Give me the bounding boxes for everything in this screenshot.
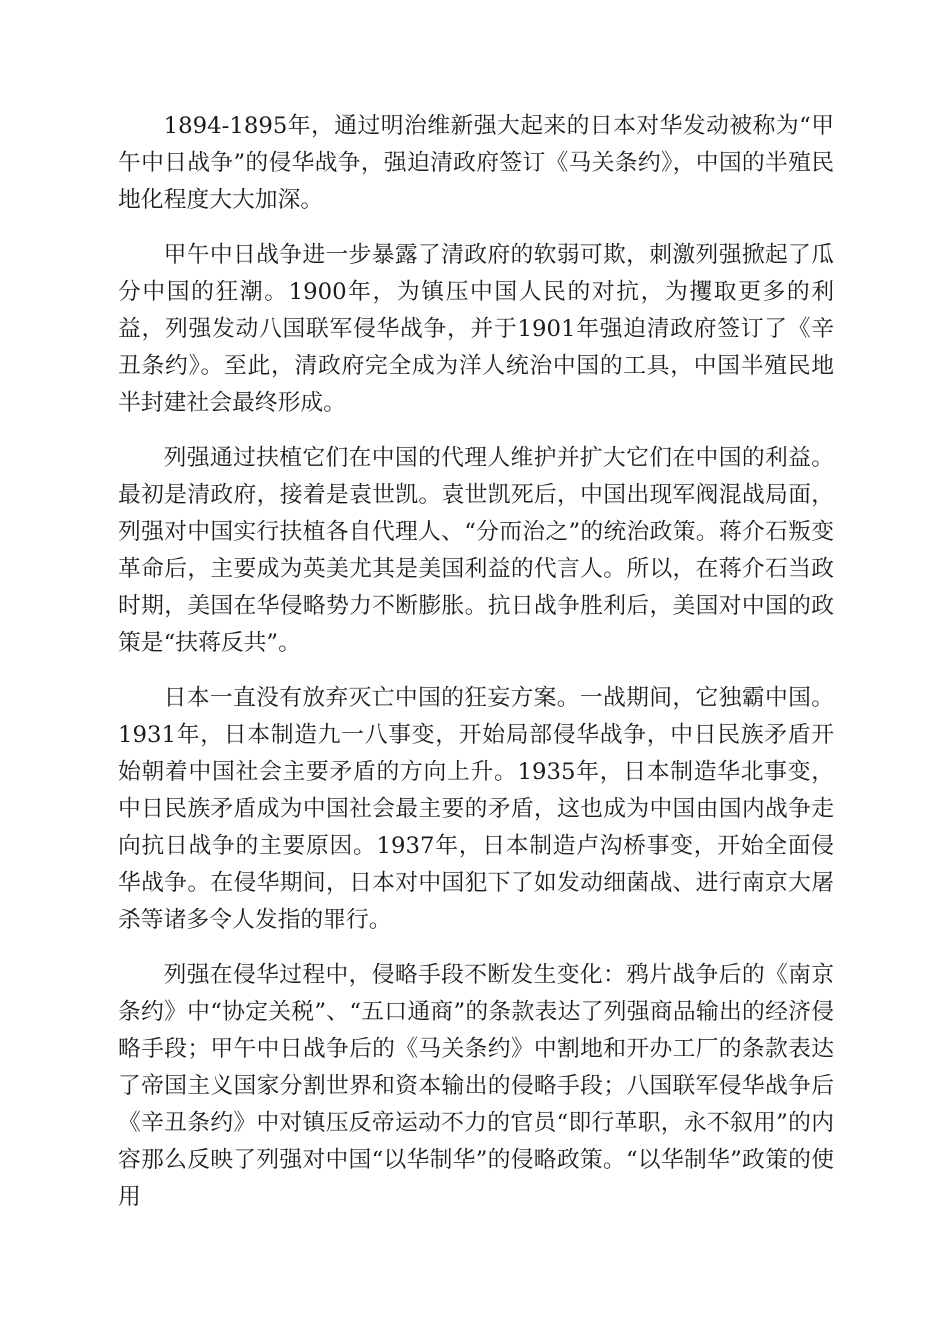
paragraph-2: 甲午中日战争进一步暴露了清政府的软弱可欺，刺激列强掀起了瓜分中国的狂潮。1900年，为镇压中国人民的对抗，为攫取更多的利益，列强发动八国联军侵华战争，并于1901年强迫清政府签订了《辛丑条约》。至此，清政府完全成为洋人统治中国的工具，中国半殖民地半封建社会最终形成。: [118, 242, 834, 416]
paragraph-1: 1894-1895年，通过明治维新强大起来的日本对华发动被称为“甲午中日战争”的侵华战争，强迫清政府签订《马关条约》，中国的半殖民地化程度大大加深。: [118, 113, 834, 213]
paragraph-4: 日本一直没有放弃灭亡中国的狂妄方案。一战期间，它独霸中国。1931年，日本制造九一八事变，开始局部侵华战争，中日民族矛盾开始朝着中国社会主要矛盾的方向上升。1935年，日本制造华北事变，中日民族矛盾成为中国社会最主要的矛盾，这也成为中国由国内战争走向抗日战争的主要原因。1937年，日本制造卢沟桥事变，开始全面侵华战争。在侵华期间，日本对中国犯下了如发动细菌战、进行南京大屠杀等诸多令人发指的罪行。: [118, 685, 834, 933]
paragraph-3: 列强通过扶植它们在中国的代理人维护并扩大它们在中国的利益。最初是清政府，接着是袁世凯。袁世凯死后，中国出现军阀混战局面，列强对中国实行扶植各自代理人、“分而治之”的统治政策。蒋介石叛变革命后，主要成为英美尤其是美国利益的代言人。所以，在蒋介石当政时期，美国在华侵略势力不断膨胀。抗日战争胜利后，美国对中国的政策是“扶蒋反共”。: [118, 445, 834, 656]
document-body: [118, 108, 834, 1234]
paragraph-5: 列强在侵华过程中，侵略手段不断发生变化：鸦片战争后的《南京条约》中“协定关税”、“五口通商”的条款表达了列强商品输出的经济侵略手段；甲午中日战争后的《马关条约》中割地和开办工厂的条款表达了帝国主义国家分割世界和资本输出的侵略手段；八国联军侵华战争后《辛丑条约》中对镇压反帝运动不力的官员“即行革职，永不叙用”的内容那么反映了列强对中国“以华制华”的侵略政策。“以华制华”政策的使用: [118, 962, 834, 1210]
